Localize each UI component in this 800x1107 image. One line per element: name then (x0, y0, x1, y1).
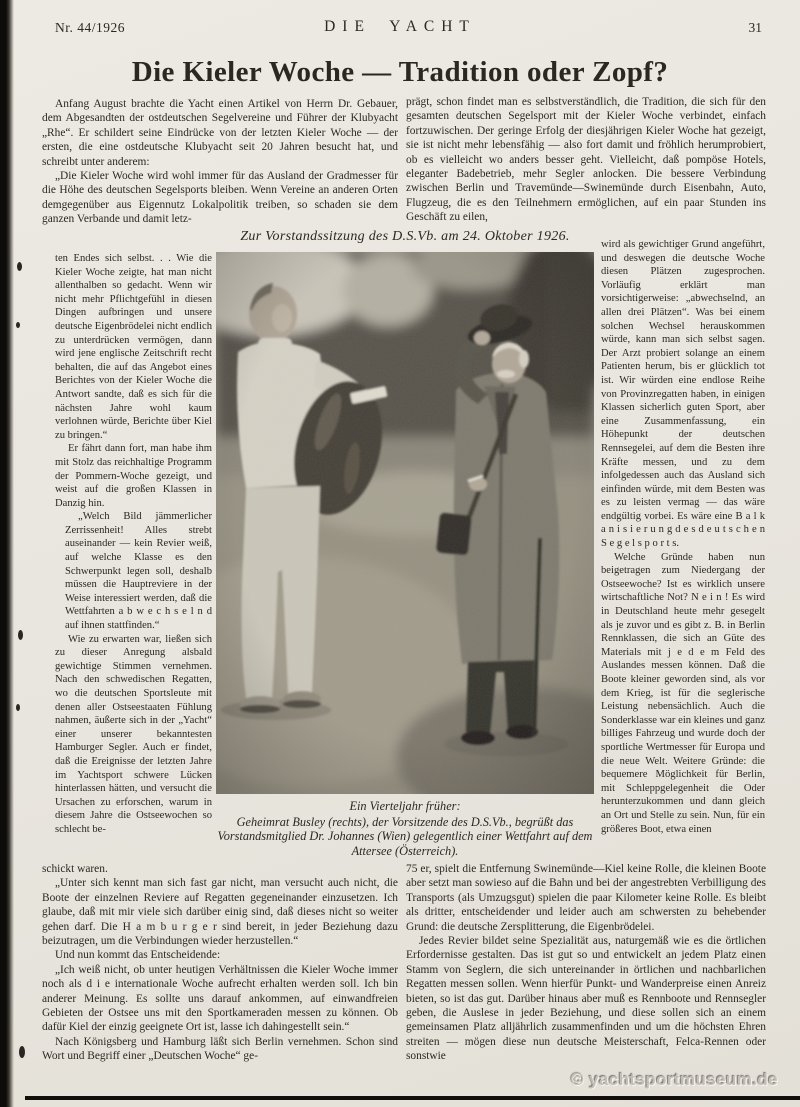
body-paragraph: Anfang August brachte die Yacht einen Artikel von Herrn Dr. Gebauer, dem Abgesandten der ostdeutschen Segelvereine und Führer der Klubyacht „Rhe“. Er schildert seine Eindrücke von der letzten Kieler Woche — der ersten, die eine ostdeutsche Klubyacht seit 20 Jahren besucht hat, und schreibt unter anderem: (42, 98, 398, 168)
scan-speck (17, 262, 22, 271)
body-paragraph: 75 er, spielt die Entfernung Swinemünde—Kiel keine Rolle, die kleinen Boote aber setzt man sowieso auf die Bahn und bei der angestrebten Verbilligung des Transports (als Umzugsgut) spielen die paar Kilometer keine Rolle. Es bleibt als dritter, entscheidender und leider auch am schwersten zu behebender Grund: die deutsche Zersplitterung, die Eigenbrödelei. (406, 863, 766, 933)
body-paragraph: prägt, schon findet man es selbstverständlich, die Tradition, die sich für den gesamten deutschen Segelsport mit der Kieler Woche verbindet, einfach fortzuwischen. Der geringe Erfolg der diesjährigen Kieler Woche hat gezeigt, sie ist nicht mehr lebensfähig — also fort damit und fröhlich herumprobiert, ob es vielleicht wo anders besser geht. Vielleicht, daß pompöse Hotels, eleganter Badebetrieb, mehr Segler anlocken. Die bessere Verbindung zwischen Berlin und Travemünde—Swinemünde durch Eisenbahn, Auto, Flugzeug, die es den Teilnehmern ermöglichen, auf ein paar Stunden ins Geschäft zu eilen, (406, 96, 766, 224)
scan-speck (18, 630, 23, 640)
body-paragraph: „Welch Bild jämmerlicher Zerrissenheit! Alles strebt auseinander — kein Revier weiß, auf welche Klasse es den Schwerpunkt legen soll, deshalb müssen die Hauptreviere in der Weise interessiert werden, daß die Wettfahrten a b w e c h s e l n d auf ihnen stattfinden.“ (65, 511, 212, 632)
body-paragraph: „Die Kieler Woche wird wohl immer für das Ausland der Gradmesser für die Höhe des deutschen Segelsports bleiben. Wenn Vereine an anderen Orten demgegenüber aus Eigennutz Lokalpolitik treiben, so schaden sie dem ganzen Verbande und damit letz- (42, 170, 398, 226)
photo-illustration (216, 252, 594, 794)
page-number: 31 (748, 20, 762, 35)
body-paragraph: Welche Gründe haben nun beigetragen zum Niedergang der Ostseewoche? Ist es wirklich unsere wirtschaftliche Not? N e i n ! Es wird in Deutschland heute mehr gesegelt als je zuvor und es gibt z. B. in Berlin Rennklassen, die sich an Güte des Materials mit j e d e m Feld des Auslandes messen können. Daß die Boote kleiner geworden sind, als vor dem Krieg, ist für die seglerische Leistung nebensächlich. Auch die Sonderklasse war ein kleines und ganz billiges Fahrzeug und wurde doch der sportliche Wertmesser für Europa und die neue Welt. Weitere Gründe: die bequemere Möglichkeit für Berlin, mit Schleppgelegenheit die Oder herunterzukommen und dann gleich an Ort und Stelle zu sein. Nun, für ein größeres Boot, etwa einen (601, 551, 765, 835)
column-bottom-left (42, 862, 398, 1090)
body-paragraph: Er fährt dann fort, man habe ihm mit Stolz das reichhaltige Programm der Pommern-Woche gezeigt, und weist auf die großen Klassen in Danzig hin. (55, 443, 212, 509)
scan-bottom-line (25, 1096, 800, 1100)
photo-caption-below (216, 799, 594, 858)
masthead: DIE YACHT (324, 18, 476, 35)
scan-speck (16, 704, 20, 711)
body-paragraph: schickt waren. (42, 863, 108, 875)
scan-edge-left (0, 0, 14, 1107)
column-intro-right (406, 95, 766, 225)
photo-caption-above: Zur Vorstandssitzung des D.S.Vb. am 24. Oktober 1926. (240, 229, 570, 244)
issue-number: Nr. 44/1926 (55, 20, 126, 35)
photo-caption-title: Ein Vierteljahr früher: (349, 799, 461, 813)
column-bottom-right (406, 862, 766, 1090)
watermark: © yachtsportmuseum.de (570, 1070, 778, 1089)
photo-figure (216, 252, 594, 794)
body-paragraph: „Ich weiß nicht, ob unter heutigen Verhältnissen die Kieler Woche immer noch als d i e internationale Woche aufrecht erhalten werden soll. Ich bin anderer Meinung. Es sollte uns darauf ankommen, auf einwandfreien Gebieten der Ostsee uns mit den Sportkameraden messen zu können. Ob dafür Kiel der einzig geeignete Ort ist, lasse ich dahingestellt sein.“ (42, 963, 398, 1034)
scan-speck (19, 1046, 25, 1058)
column-narrow-right (601, 238, 765, 862)
body-paragraph: Nach Königsberg und Hamburg läßt sich Berlin vernehmen. Schon sind Wort und Begriff einer „Deutschen Woche“ ge- (42, 1035, 398, 1063)
body-paragraph: Und nun kommt das Entscheidende: (55, 949, 221, 962)
article-title: Die Kieler Woche — Tradition oder Zopf? (131, 56, 669, 88)
photo-caption-text: Geheimrat Busley (rechts), der Vorsitzende des D.S.Vb., begrüßt das Vorstandsmitglied Dr. Johannes (Wien) gelegentlich einer Wettfahrt auf dem Attersee (Österreich). (217, 814, 593, 858)
body-paragraph: ten Endes sich selbst. . . Wie die Kieler Woche zeigte, hat man nicht allenthalben so gedacht. Wenn wir nicht mehr Pflichtgefühl in diesen Dingen aufbringen und unsere deutsche Eigenbrödelei nicht endlich zu unterdrücken vermögen, dann wird jene englische Zeitschrift recht behalten, die auf das Angebot eines Berichtes von der Kieler Woche die Antwort sandte, daß es sich für die nächsten Jahre wohl kaum verlohnen würde, Berichte über Kiel zu bringen.“ (55, 253, 212, 441)
column-intro-left (42, 97, 398, 227)
body-paragraph: Wie zu erwarten war, ließen sich zu dieser Anregung alsbald gewichtige Stimmen vernehmen. Nach den schwedischen Regatten, wo die deutschen Sportsleute mit denen aller Ostseestaaten Fühlung nahmen, äußerte sich in der „Yacht“ einer unserer bekanntesten Hamburger Segler. Auch er findet, daß die Ereignisse der letzten Jahre im Yachtsport schwere Lücken hinterlassen hätten, und versucht die Ursachen zu erforschen, warum in diesem Jahre die Ostseewochen so schlecht be- (55, 633, 212, 835)
body-paragraph: Jedes Revier bildet seine Spezialität aus, naturgemäß wie es die örtlichen Erfordernisse gestalten. Das ist gut so und entwickelt an jedem Platz einen Stamm von Seglern, die sich untereinander in örtlichen und nachbarlichen Regatten messen sollen. Wenn hierfür Punkt- und Wanderpreise einen Anreiz bieten, so ist das gut. Darüber hinaus aber muß es Rennboote und Rennsegler geben, die Auslese in jeder Beziehung, und diese sollen sich an einem gemeinsamen Platz alljährlich zusammenfinden und um die höchsten Ehren streiten — mögen diese nun deutsche Meisterschaft, Felca-Rennen oder sonstwie (406, 935, 766, 1063)
body-paragraph: „Unter sich kennt man sich fast gar nicht, man versucht auch nicht, die Boote der einzelnen Reviere auf Regatten gegeneinander einzusetzen. Ich glaube, daß mit mir viele sich darüber einig sind, daß dieses nicht so weiter gehen darf. Die H a m b u r g e r sind bereit, in jeder Beziehung dazu beizutragen, um die Verbindungen wieder herzustellen.“ (42, 877, 398, 948)
body-paragraph: wird als gewichtiger Grund angeführt, und deswegen die deutsche Woche diesen Plätzen zugesprochen. Vorläufig erklärt man vorsichtigerweise: „abwechselnd, an allen drei Plätzen“. Was bei einem solchen Wechsel herauskommen würde, kann man sich selbst sagen. Der Arzt probiert solange an einem Patienten herum, bis er glücklich tot ist. Wir würden eine endlose Reihe von Provinzregatten haben, in einigen Klassen sicherlich guten Sport, aber eine Zusammenfassung, ein Höhepunkt der deutschen Rennsegelei, auf dem die Besten ihre Kräfte messen, und zu dem infolgedessen auch das Ausland sich einfinden würde, mit dem Besten was es zu leisten vermag — das wäre endgültig vorbei. Es wäre eine B a l k a n i s i e r u n g d e s d e u t s c h e n S e g e l s p o r t s. (601, 239, 765, 550)
column-narrow-left (55, 252, 212, 860)
scan-speck (16, 322, 20, 328)
